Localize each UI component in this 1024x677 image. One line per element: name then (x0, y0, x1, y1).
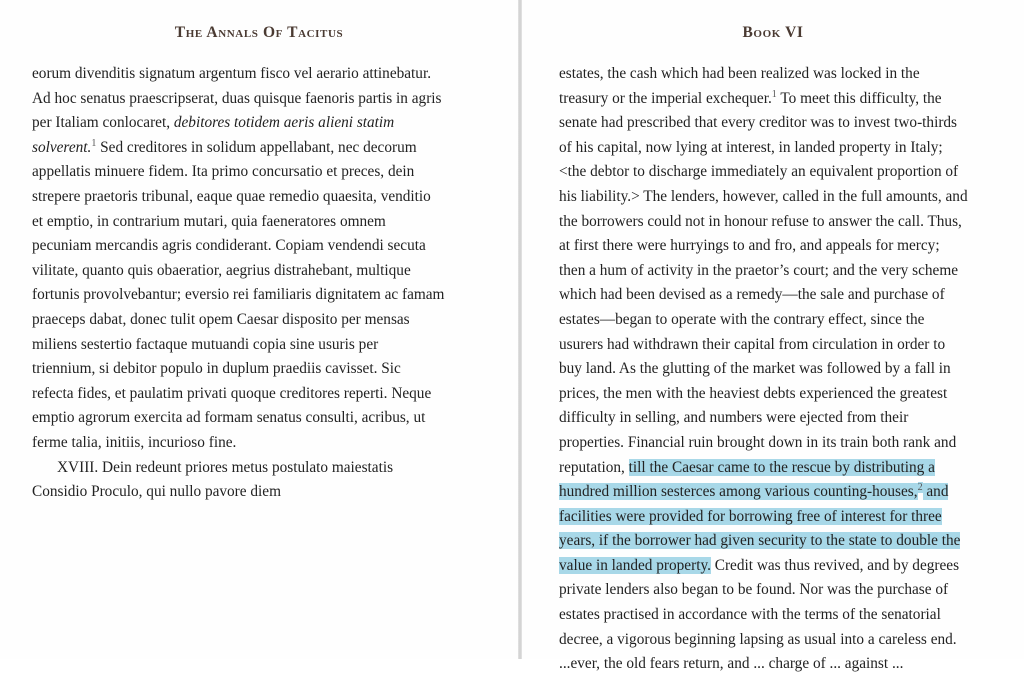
text-line: miliens sestertio factaque mutuandi copia sine usuris per (32, 335, 379, 353)
chapter-start-line: XVIII. Dein redeunt priores metus postulato maiestatis (57, 458, 394, 476)
text-line (559, 87, 1009, 112)
text-line: properties. Financial ruin brought down in its train both rank and (559, 433, 957, 451)
highlighted-passage[interactable]: and (922, 483, 949, 501)
text-line: prices, the men with the heaviest debts experienced the greatest (559, 384, 948, 402)
text-line (559, 554, 1009, 579)
right-running-head: Book VI (742, 24, 804, 41)
text-line: of his capital, now lying at interest, in landed property in Italy; (559, 138, 943, 156)
text-line (32, 111, 488, 136)
text-line (32, 136, 488, 161)
text-line: <the debtor to discharge immediately an equivalent proportion of (559, 163, 959, 181)
footnote-marker-1[interactable]: 1 (771, 88, 777, 100)
text-line: Ad hoc senatus praescripserat, duas quisque faenoris partis in agris (32, 89, 442, 107)
text-line: estates practised in accordance with the terms of the senatorial (559, 606, 941, 624)
text-line: Considio Proculo, qui nullo pavore diem (32, 483, 281, 501)
text-line: then a hum of activity in the praetor’s court; and the very scheme (559, 261, 959, 279)
text-line (559, 456, 1009, 481)
text-run: To meet this difficulty, the (776, 89, 942, 107)
text-line: praeceps dabat, donec tulit opem Caesar disposito per mensas (32, 310, 410, 328)
text-line (559, 505, 1009, 530)
english-text-block (559, 62, 1009, 673)
text-line: emptio agrorum exercita ad formam senatus consulti, acribus, ut (32, 409, 426, 427)
text-run: Sed creditores in solidum appellabant, nec decorum (96, 138, 417, 156)
text-line: difficulty in selling, and numbers were ejected from their (559, 409, 909, 427)
text-run: per Italiam conlocaret, (32, 114, 174, 132)
text-line: fortunis provolvebantur; eversio rei familiaris dignitatem ac famam (32, 286, 445, 304)
text-line: appellatis minuere fidem. Ita primo concursatio et preces, dein (32, 163, 415, 181)
text-run: Credit was thus revived, and by degrees (710, 556, 960, 574)
text-line: which had been devised as a remedy—the sale and purchase of (559, 286, 945, 304)
italic-quote: debitores totidem aeris alieni statim (173, 114, 395, 132)
text-line: estates, the cash which had been realized was locked in the (559, 65, 920, 82)
text-line: buy land. As the glutting of the market was followed by a fall in (559, 360, 951, 378)
text-line: private lenders also began to be found. Nor was the purchase of (559, 581, 949, 599)
footnote-marker-2[interactable]: 2 (917, 482, 923, 494)
text-line: estates—began to operate with the contrary effect, since the (559, 310, 925, 328)
text-line: refecta fides, et paulatim privati quoque creditores reperti. Neque (32, 384, 432, 402)
highlighted-passage[interactable]: hundred million sesterces among various counting-houses, (559, 483, 918, 501)
text-line: ferme talia, initiis, incurioso fine. (32, 433, 237, 451)
latin-text-block (32, 62, 488, 505)
text-line (559, 529, 1009, 554)
text-line: decree, a vigorous beginning lapsing as usual into a careless end. (559, 630, 957, 648)
text-line: et emptio, in contrarium mutari, quia faeneratores omnem (32, 212, 386, 230)
highlighted-passage[interactable]: years, if the borrower had given security to the state to double the (559, 532, 961, 550)
partial-text-line: ...ever, the old fears return, and ... charge of ... against ... (559, 655, 904, 673)
footnote-marker-1[interactable]: 1 (91, 137, 97, 149)
text-line: senate had prescribed that every creditor was to invest two-thirds (559, 114, 958, 132)
text-line: the borrowers could not in honour refuse to answer the call. Thus, (559, 212, 962, 230)
text-run: reputation, (559, 458, 629, 476)
text-line: triennium, si debitor populo in duplum praediis cavisset. Sic (32, 360, 401, 378)
text-line: usurers had withdrawn their capital from circulation in order to (559, 335, 946, 353)
text-line: strepere praetoris tribunal, eaque quae remedio quaesita, venditio (32, 187, 431, 205)
left-page (0, 0, 518, 659)
right-page (522, 0, 1024, 673)
text-line: at first there were hurryings to and fro, and appeals for mercy; (559, 237, 940, 255)
text-run: treasury or the imperial exchequer. (559, 89, 772, 107)
text-line: pecuniam mercandis agris condiderant. Copiam vendendi secuta (32, 237, 426, 255)
text-line: eorum divenditis signatum argentum fisco vel aerario attinebatur. (32, 65, 432, 82)
italic-quote: solverent. (32, 138, 92, 156)
left-running-head: The Annals Of Tacitus (174, 24, 344, 41)
highlighted-passage[interactable]: facilities were provided for borrowing free of interest for three (559, 507, 942, 525)
highlighted-passage[interactable]: till the Caesar came to the rescue by distributing a (628, 458, 935, 476)
text-line: his liability.> The lenders, however, called in the full amounts, and (559, 187, 968, 205)
text-line (559, 480, 1009, 505)
highlighted-passage[interactable]: value in landed property. (559, 556, 711, 574)
text-line: vilitate, quanto quis obaeratior, aegrius distrahebant, multique (32, 261, 411, 279)
